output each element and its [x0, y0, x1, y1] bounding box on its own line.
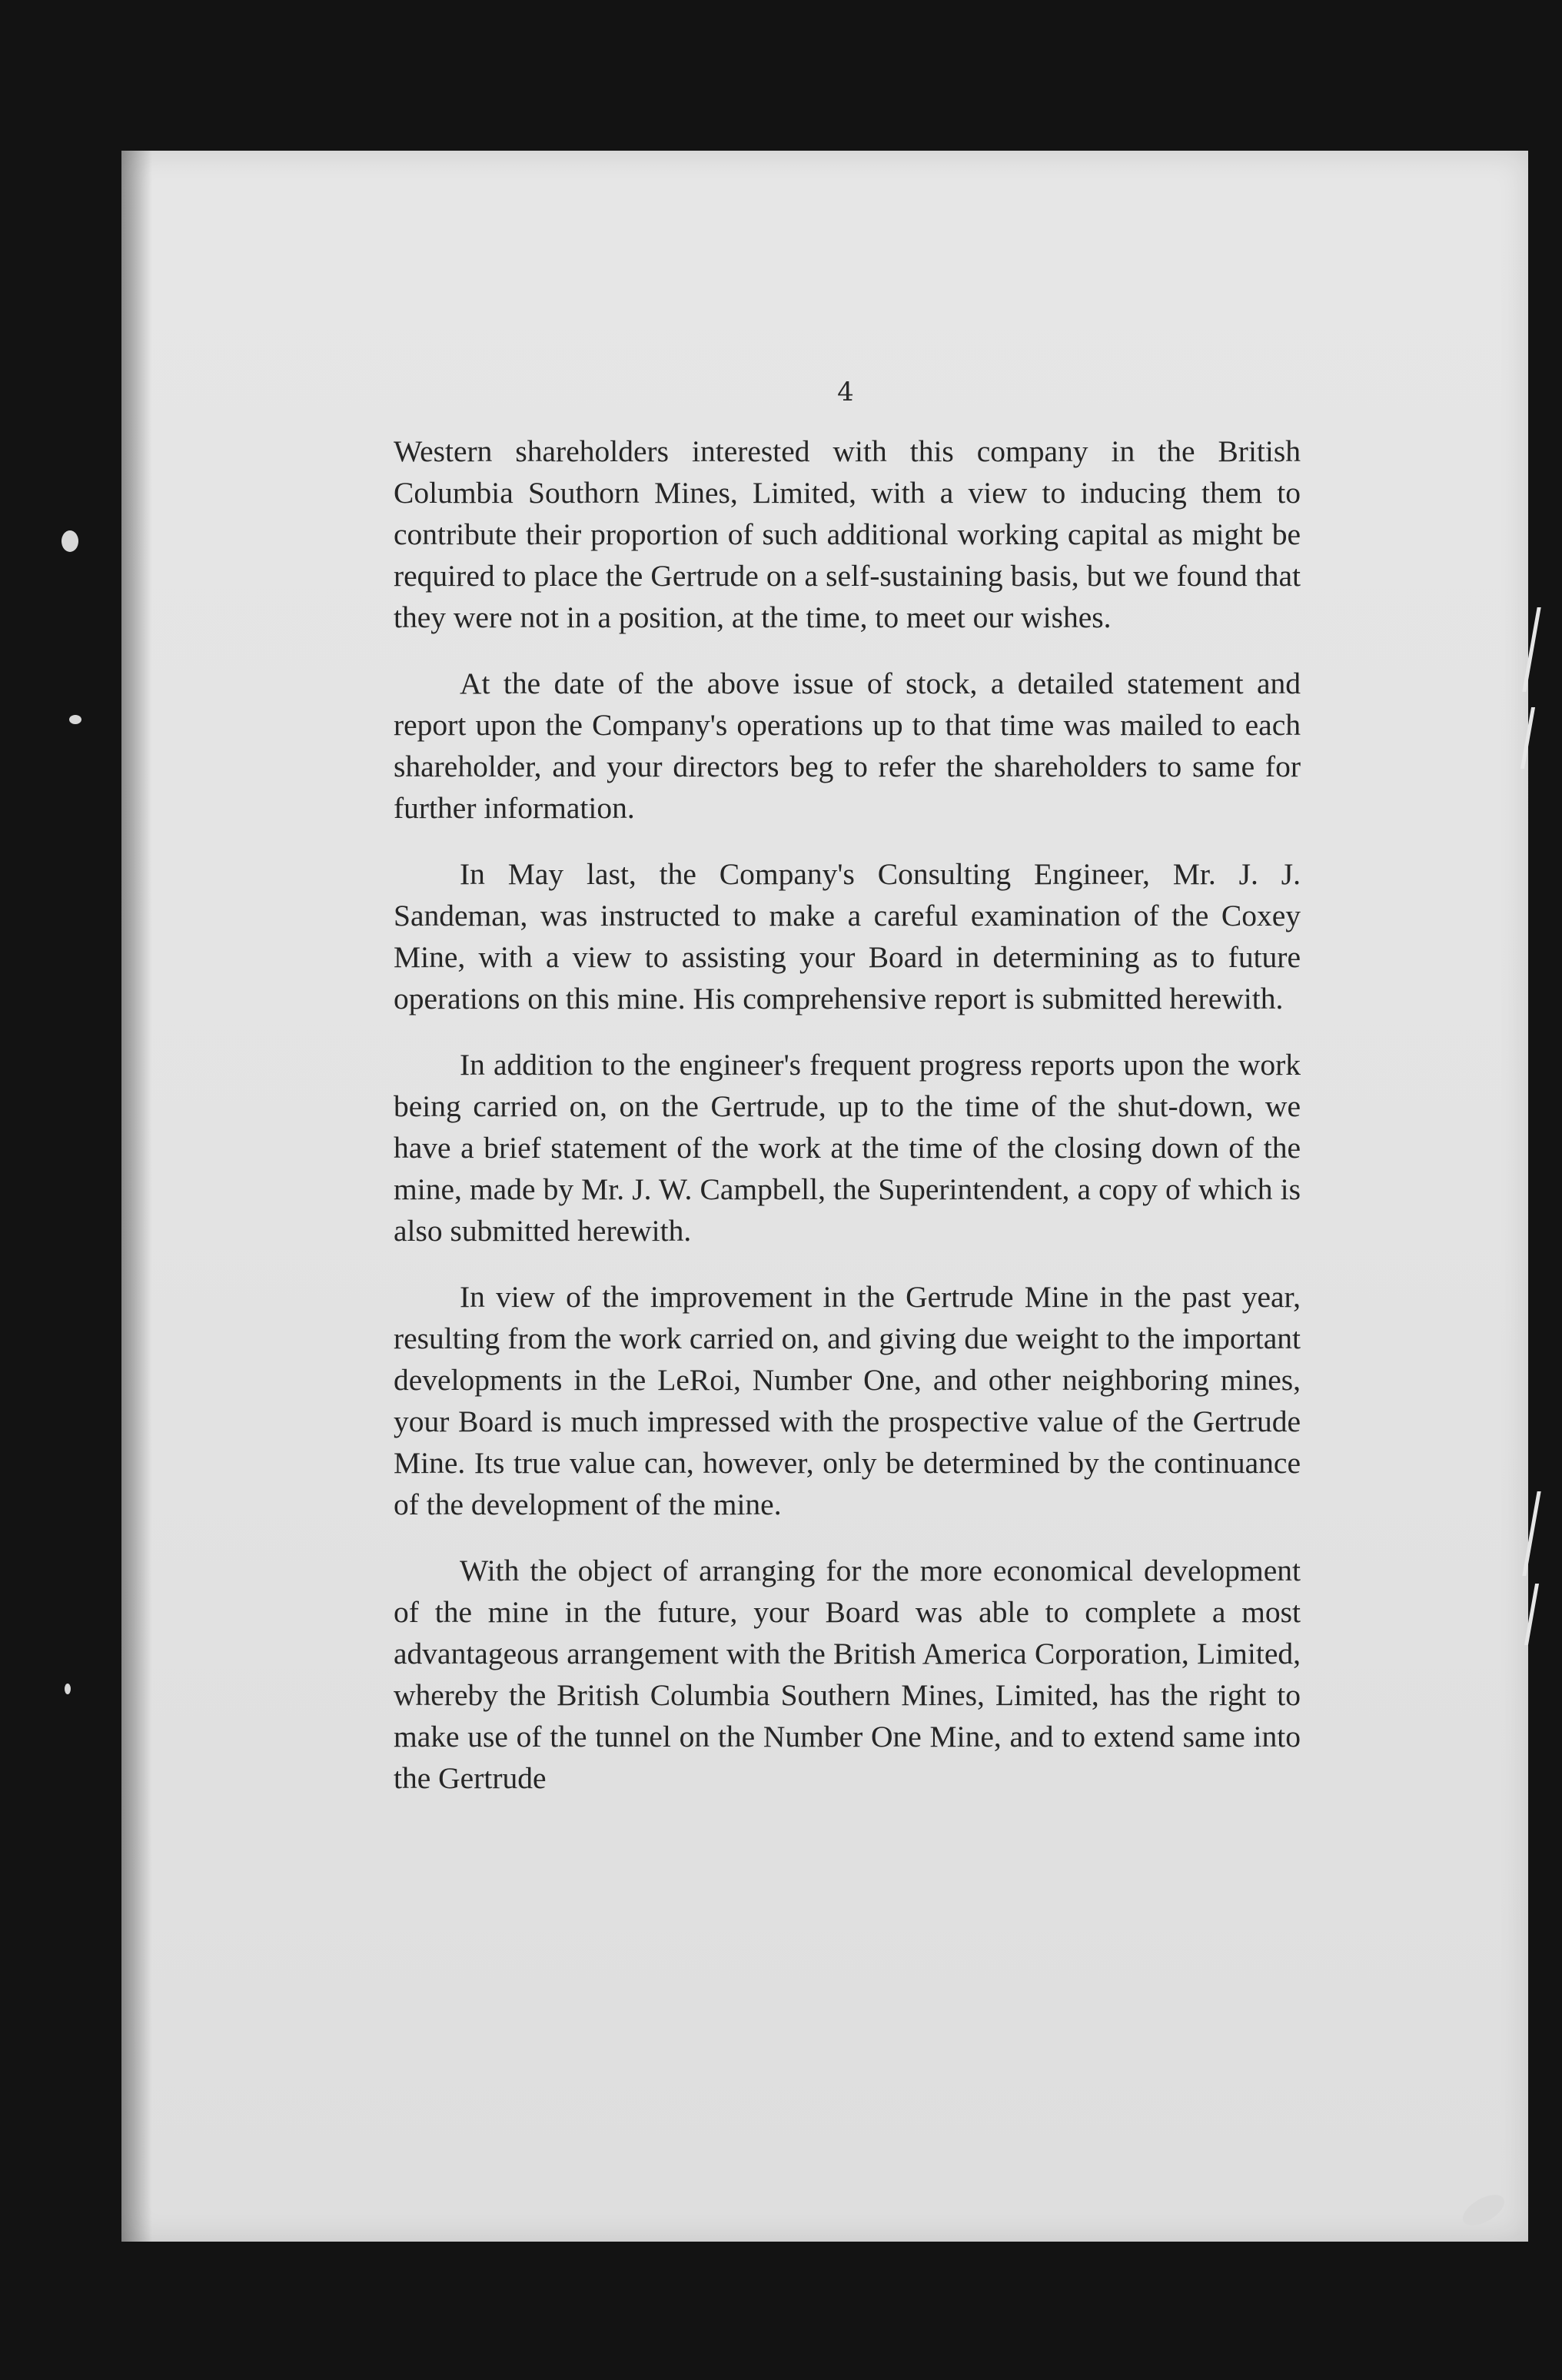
paragraph: In addition to the engineer's frequent progress reports upon the work being carried on, on the Gertrude, up to the time of the shut-down, we have a brief statement of the work at the time of the closing down of the mine, made by Mr. J. W. Campbell, the Superintendent, a copy of which is also submitted herewith.	[394, 1048, 1301, 1248]
paragraph: In May last, the Company's Consulting Engineer, Mr. J. J. Sandeman, was instructed to make a careful examination of the Coxey Mine, with a view to assisting your Board in determining as to future operations on this mine. His comprehensive report is submitted herewith.	[394, 857, 1301, 1015]
paragraph: With the object of arranging for the more economical development of the mine in the future, your Board was able to complete a most advantageous arrangement with the British America Corporation, Limited, whereby the British Columbia Southern Mines, Limited, has the right to make use of the tunnel on the Number One Mine, and to extend same into the Gertrude	[394, 1554, 1301, 1795]
page-shadow-edge	[121, 151, 152, 2242]
scan-speck	[61, 530, 78, 552]
scan-speck	[65, 1684, 71, 1694]
scan-speck	[69, 715, 81, 724]
page-number: 4	[837, 377, 854, 407]
paragraph: Western shareholders interested with this company in the British Columbia Southorn Mines, Limited, with a view to inducing them to contribute their proportion of such additional working capital as might be required to place the Gertrude on a self-sustaining basis, but we found that they were not in a position, at the time, to meet our wishes.	[394, 434, 1301, 634]
body-text	[394, 430, 1301, 1823]
paragraph: In view of the improvement in the Gertrude Mine in the past year, resulting from the work carried on, and giving due weight to the important developments in the LeRoi, Number One, and other neighboring mines, your Board is much impressed with the prospective value of the Gertrude Mine. Its true value can, however, only be determined by the continuance of the development of the mine.	[394, 1280, 1301, 1521]
paragraph: At the date of the above issue of stock, a detailed statement and report upon the Company's operations up to that time was mailed to each shareholder, and your directors beg to refer the shareholders to same for further information.	[394, 666, 1301, 825]
